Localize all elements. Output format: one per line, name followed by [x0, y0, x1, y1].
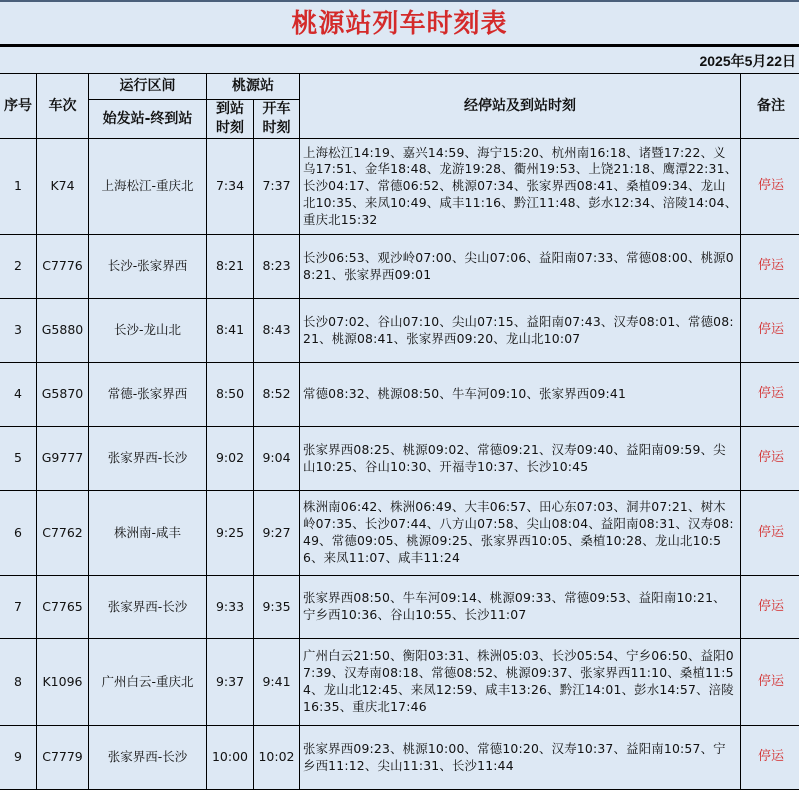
table-row [0, 639, 799, 726]
cell-stops: 株洲南06:42、株洲06:49、大丰06:57、田心东07:03、洞井07:21、树木岭07:35、长沙07:44、八方山07:58、尖山08:04、益阳南08:31、汉寿08:49、常德09:05、桃源09:25、张家界西10:05、桑植10:28、龙山北10:56、来凤11:07、咸丰11:24 [300, 491, 741, 576]
cell-remark: 停运 [741, 427, 799, 491]
header-train-no: 车次 [37, 74, 89, 139]
table-row [0, 427, 799, 491]
cell-train-no: G5880 [37, 299, 89, 363]
cell-train-no: G9777 [37, 427, 89, 491]
cell-route: 上海松江-重庆北 [89, 139, 207, 235]
cell-stops: 张家界西08:50、牛车河09:14、桃源09:33、常德09:53、益阳南10:21、宁乡西10:36、谷山10:55、长沙11:07 [300, 576, 741, 639]
cell-stops: 张家界西09:23、桃源10:00、常德10:20、汉寿10:37、益阳南10:57、宁乡西11:12、尖山11:31、长沙11:44 [300, 726, 741, 790]
cell-arrive: 9:33 [207, 576, 254, 639]
cell-arrive: 9:37 [207, 639, 254, 726]
timetable [0, 73, 799, 790]
cell-train-no: C7776 [37, 235, 89, 299]
cell-depart: 9:04 [254, 427, 300, 491]
table-row [0, 491, 799, 576]
cell-train-no: K74 [37, 139, 89, 235]
cell-index: 7 [0, 576, 37, 639]
cell-train-no: C7762 [37, 491, 89, 576]
cell-stops: 广州白云21:50、衡阳03:31、株洲05:03、长沙05:54、宁乡06:50、益阳07:39、汉寿南08:18、常德08:52、桃源09:37、张家界西11:10、桑植11:54、龙山北12:45、来凤12:59、咸丰13:26、黔江14:01、彭水14:57、涪陵16:35、重庆北17:46 [300, 639, 741, 726]
cell-index: 6 [0, 491, 37, 576]
header-depart [254, 100, 300, 139]
header-route: 始发站-终到站 [89, 100, 207, 139]
cell-depart: 9:35 [254, 576, 300, 639]
cell-remark: 停运 [741, 299, 799, 363]
cell-arrive: 7:34 [207, 139, 254, 235]
cell-route: 长沙-张家界西 [89, 235, 207, 299]
cell-route: 长沙-龙山北 [89, 299, 207, 363]
header-route-group: 运行区间 [89, 74, 207, 100]
cell-route: 张家界西-长沙 [89, 427, 207, 491]
cell-remark: 停运 [741, 639, 799, 726]
cell-stops: 常德08:32、桃源08:50、牛车河09:10、张家界西09:41 [300, 363, 741, 427]
cell-arrive: 8:21 [207, 235, 254, 299]
cell-train-no: K1096 [37, 639, 89, 726]
cell-depart: 8:52 [254, 363, 300, 427]
cell-stops: 长沙07:02、谷山07:10、尖山07:15、益阳南07:43、汉寿08:01、常德08:21、桃源08:41、张家界西09:20、龙山北10:07 [300, 299, 741, 363]
cell-route: 株洲南-咸丰 [89, 491, 207, 576]
cell-remark: 停运 [741, 235, 799, 299]
cell-index: 3 [0, 299, 37, 363]
table-row [0, 363, 799, 427]
cell-remark: 停运 [741, 491, 799, 576]
cell-depart: 8:23 [254, 235, 300, 299]
cell-remark: 停运 [741, 576, 799, 639]
cell-index: 4 [0, 363, 37, 427]
cell-arrive: 8:41 [207, 299, 254, 363]
cell-remark: 停运 [741, 363, 799, 427]
title-divider [0, 44, 799, 47]
cell-route: 广州白云-重庆北 [89, 639, 207, 726]
header-arrive-line1: 到站 [207, 100, 253, 119]
cell-arrive: 9:02 [207, 427, 254, 491]
cell-index: 5 [0, 427, 37, 491]
cell-depart: 10:02 [254, 726, 300, 790]
table-row [0, 139, 799, 235]
cell-depart: 8:43 [254, 299, 300, 363]
cell-index: 2 [0, 235, 37, 299]
cell-depart: 9:27 [254, 491, 300, 576]
cell-route: 张家界西-长沙 [89, 726, 207, 790]
cell-arrive: 9:25 [207, 491, 254, 576]
cell-route: 张家界西-长沙 [89, 576, 207, 639]
cell-remark: 停运 [741, 139, 799, 235]
cell-index: 1 [0, 139, 37, 235]
header-index: 序号 [0, 74, 37, 139]
cell-index: 9 [0, 726, 37, 790]
cell-route: 常德-张家界西 [89, 363, 207, 427]
cell-arrive: 8:50 [207, 363, 254, 427]
timetable-date: 2025年5月22日 [699, 50, 796, 72]
cell-depart: 9:41 [254, 639, 300, 726]
cell-depart: 7:37 [254, 139, 300, 235]
cell-train-no: G5870 [37, 363, 89, 427]
cell-train-no: C7765 [37, 576, 89, 639]
header-arrive [207, 100, 254, 139]
cell-remark: 停运 [741, 726, 799, 790]
table-row [0, 235, 799, 299]
header-depart-line2: 时刻 [254, 119, 299, 138]
cell-arrive: 10:00 [207, 726, 254, 790]
header-station-group: 桃源站 [207, 74, 300, 100]
table-row [0, 726, 799, 790]
header-arrive-line2: 时刻 [207, 119, 253, 138]
header-remark: 备注 [741, 74, 799, 139]
cell-stops: 上海松江14:19、嘉兴14:59、海宁15:20、杭州南16:18、诸暨17:22、义乌17:51、金华18:48、龙游19:28、衢州19:53、上饶21:18、鹰潭22:31、长沙04:17、常德06:52、桃源07:34、张家界西08:41、桑植09:34、龙山北10:35、来凤10:49、咸丰11:16、黔江11:48、彭水12:34、涪陵14:04、重庆北15:32 [300, 139, 741, 235]
cell-train-no: C7779 [37, 726, 89, 790]
cell-stops: 张家界西08:25、桃源09:02、常德09:21、汉寿09:40、益阳南09:59、尖山10:25、谷山10:30、开福寺10:37、长沙10:45 [300, 427, 741, 491]
header-depart-line1: 开车 [254, 100, 299, 119]
cell-index: 8 [0, 639, 37, 726]
table-row [0, 299, 799, 363]
header-stops: 经停站及到站时刻 [300, 74, 741, 139]
page-title: 桃源站列车时刻表 [0, 2, 799, 44]
table-row [0, 576, 799, 639]
cell-stops: 长沙06:53、观沙岭07:00、尖山07:06、益阳南07:33、常德08:00、桃源08:21、张家界西09:01 [300, 235, 741, 299]
